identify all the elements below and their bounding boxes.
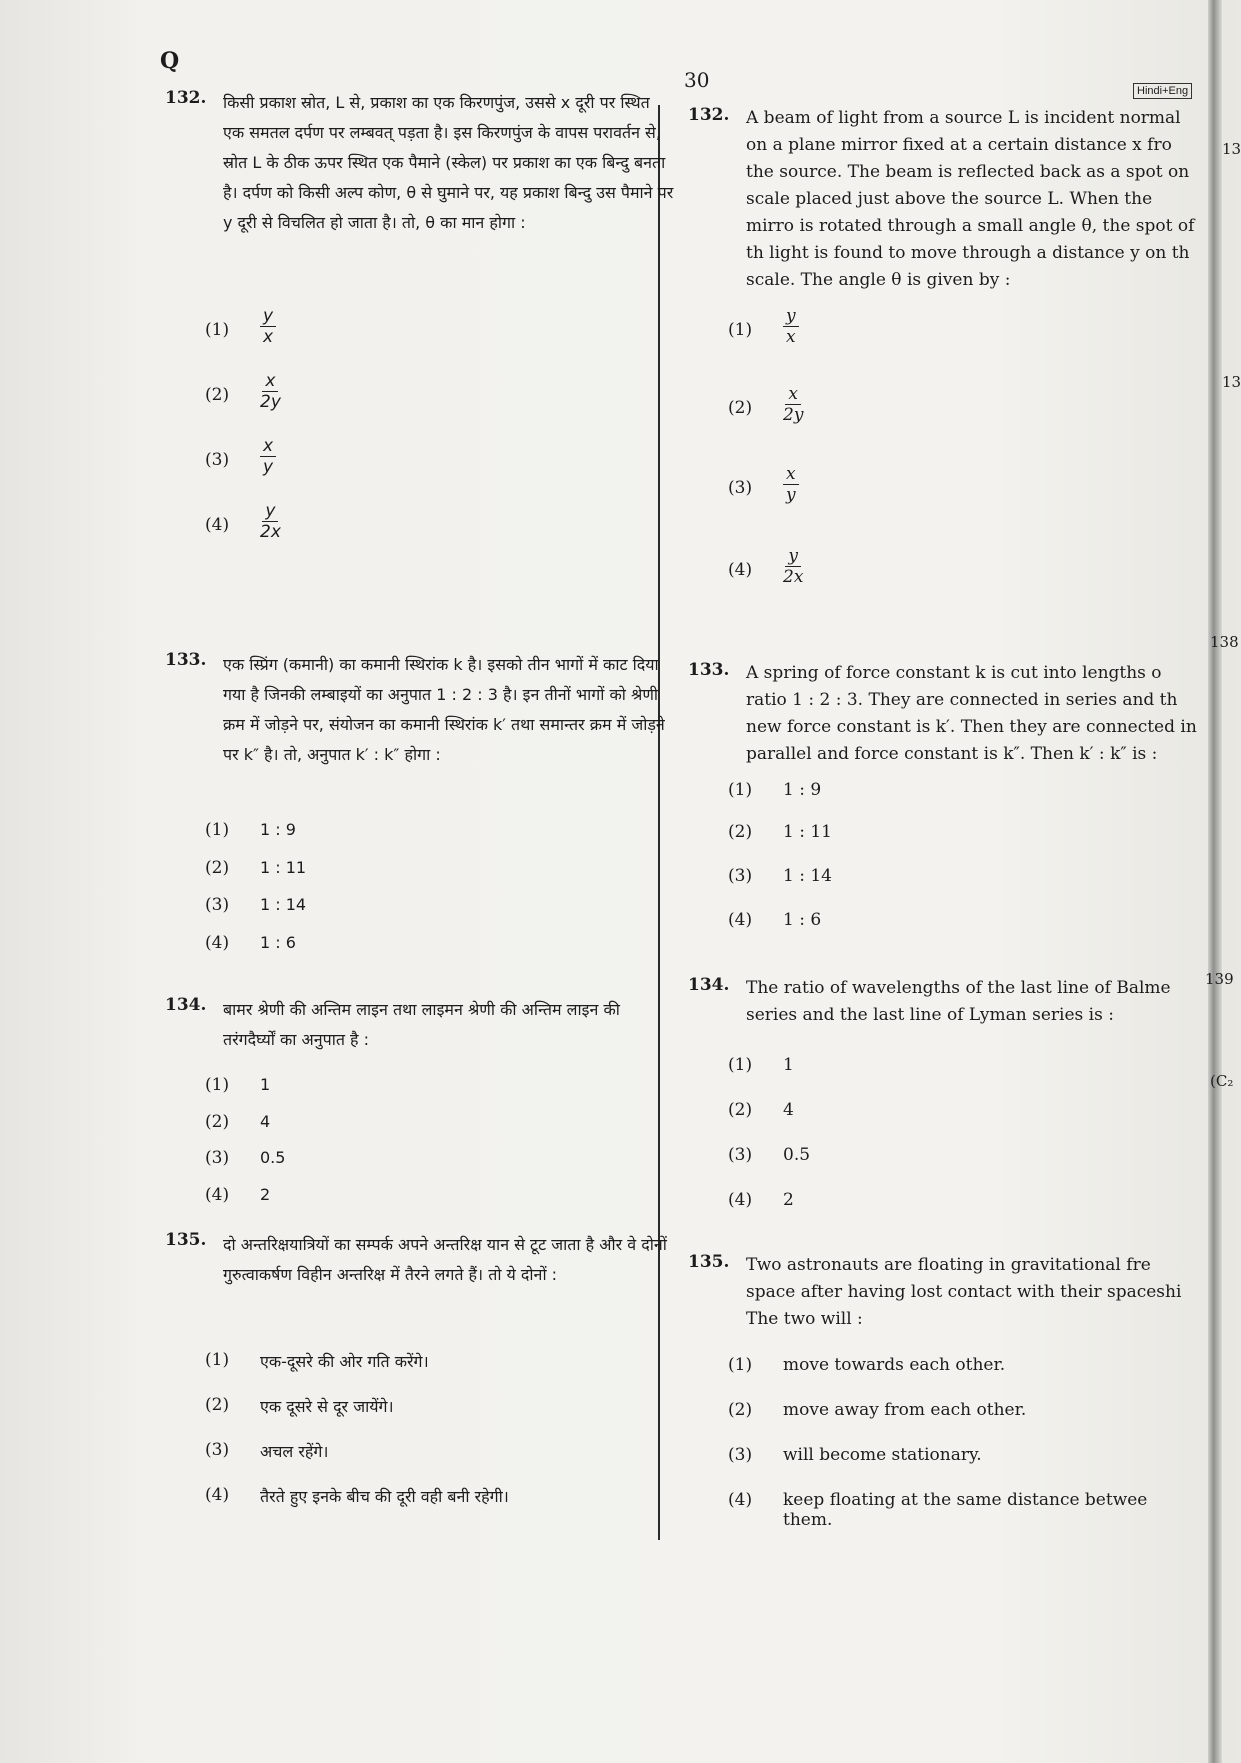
- option-label: (4): [728, 910, 753, 930]
- option-value: 4: [260, 1112, 271, 1131]
- option-value: 1 : 14: [783, 866, 832, 886]
- option-label: (4): [205, 1185, 230, 1205]
- option-label: (4): [205, 515, 230, 535]
- question-text: दो अन्तरिक्षयात्रियों का सम्पर्क अपने अन्तरिक्ष यान से टूट जाता है और वे दोनों गुरुत्वाकर्षण विहीन अन्तरिक्ष में तैरने लगते हैं। तो ये दोनों :: [223, 1235, 667, 1284]
- option-label: (2): [728, 1100, 753, 1120]
- option-value: 1 : 6: [260, 933, 296, 952]
- question-text: A spring of force constant k is cut into lengths o ratio 1 : 2 : 3. They are connected in series and th new force constant is k′. Then they are connected in parallel and force constant is k″. Then k′ : k″ is :: [746, 663, 1197, 764]
- fraction-numerator: x: [785, 384, 801, 405]
- question-number: 135.: [688, 1252, 730, 1272]
- option-label: (1): [728, 1355, 753, 1375]
- fraction-numerator: x: [262, 371, 278, 392]
- option-fraction: [783, 384, 804, 439]
- question-text: A beam of light from a source L is incident normal on a plane mirror fixed at a certain distance x fro the source. The beam is reflected back as a spot on scale placed just above the source L. When the mirro is rotated through a small angle θ, the spot of th light is found to move through a distance y on th scale. The angle θ is given by :: [746, 108, 1195, 290]
- margin-fragment: 13: [1222, 140, 1241, 158]
- option-label: (2): [205, 858, 230, 878]
- fraction-denominator: y: [263, 457, 274, 477]
- fraction-numerator: x: [783, 464, 799, 485]
- fraction-numerator: x: [260, 436, 276, 457]
- margin-fragment: (C₂: [1210, 1072, 1234, 1090]
- question-number: 135.: [165, 1230, 207, 1250]
- option-label: (2): [205, 1112, 230, 1132]
- option-label: (3): [205, 450, 230, 470]
- option-label: (1): [728, 780, 753, 800]
- question-text: Two astronauts are floating in gravitational fre space after having lost contact with their spaceshi The two will :: [746, 1255, 1182, 1329]
- option-value: 1 : 6: [783, 910, 822, 930]
- fraction-denominator: 2y: [260, 392, 281, 412]
- question-number: 134.: [688, 975, 730, 995]
- option-label: (4): [205, 1485, 230, 1505]
- option-label: (1): [205, 1075, 230, 1095]
- option-label: (4): [205, 933, 230, 953]
- fraction-denominator: 2x: [783, 567, 804, 587]
- option-label: (2): [728, 822, 753, 842]
- question-hindi-135: [165, 1230, 675, 1290]
- option-label: (4): [728, 1490, 753, 1510]
- question-number: 132.: [688, 105, 730, 125]
- question-text: किसी प्रकाश स्रोत, L से, प्रकाश का एक किरणपुंज, उससे x दूरी पर स्थित एक समतल दर्पण पर लम्बवत् पड़ता है। इस किरणपुंज के वापस परावर्तन से, स्रोत L के ठीक ऊपर स्थित एक पैमाने (स्केल) पर प्रकाश का एक बिन्दु बनता है। दर्पण को किसी अल्प कोण, θ से घुमाने पर, यह प्रकाश बिन्दु उस पैमाने पर y दूरी से विचलित हो जाता है। तो, θ का मान होगा :: [223, 93, 674, 232]
- page-number: 30: [684, 68, 710, 92]
- option-value: 2: [260, 1185, 271, 1204]
- fraction-numerator: y: [783, 306, 799, 327]
- question-text: बामर श्रेणी की अन्तिम लाइन तथा लाइमन श्रेणी की अन्तिम लाइन की तरंगदैर्घ्यों का अनुपात है :: [223, 1000, 620, 1049]
- option-label: (1): [205, 320, 230, 340]
- option-label: (3): [728, 1145, 753, 1165]
- margin-fragment: 139: [1205, 970, 1234, 988]
- page-binding-edge: [1208, 0, 1222, 1763]
- option-label: (3): [728, 866, 753, 886]
- language-tag: Hindi+Eng: [1133, 83, 1192, 99]
- option-label: (3): [205, 1440, 230, 1460]
- question-text: एक स्प्रिंग (कमानी) का कमानी स्थिरांक k है। इसको तीन भागों में काट दिया गया है जिनकी लम्बाइयों का अनुपात 1 : 2 : 3 है। इन तीनों भागों को श्रेणी क्रम में जोड़ने पर, संयोजन का कमानी स्थिरांक k′ तथा समान्तर क्रम में जोड़ने पर k″ है। तो, अनुपात k′ : k″ होगा :: [223, 655, 665, 764]
- margin-fragment: 138: [1210, 633, 1239, 651]
- option-value: keep floating at the same distance betwee them.: [783, 1490, 1148, 1530]
- option-label: (1): [728, 320, 753, 340]
- question-number: 134.: [165, 995, 207, 1015]
- question-number: 133.: [165, 650, 207, 670]
- option-value: 1 : 14: [260, 895, 307, 914]
- option-value: 2: [783, 1190, 794, 1210]
- fraction-numerator: y: [262, 501, 278, 522]
- fraction-denominator: x: [263, 327, 274, 347]
- option-value: 1: [783, 1055, 794, 1075]
- option-label: (4): [728, 1190, 753, 1210]
- fraction-denominator: 2y: [783, 405, 804, 425]
- option-fraction: [260, 436, 276, 491]
- option-label: (2): [728, 1400, 753, 1420]
- option-label: (1): [728, 1055, 753, 1075]
- option-fraction: [783, 306, 799, 361]
- option-label: (4): [728, 560, 753, 580]
- option-value: move away from each other.: [783, 1400, 1027, 1420]
- margin-fragment: 13: [1222, 373, 1241, 391]
- option-value: 0.5: [783, 1145, 811, 1165]
- question-number: 132.: [165, 88, 207, 108]
- option-label: (1): [205, 1350, 230, 1370]
- option-value: move towards each other.: [783, 1355, 1006, 1375]
- option-fraction: [260, 306, 276, 361]
- option-value: अचल रहेंगे।: [260, 1442, 329, 1461]
- option-label: (2): [728, 398, 753, 418]
- option-value: 1 : 9: [260, 820, 296, 839]
- option-value: 4: [783, 1100, 794, 1120]
- question-english-132: [688, 105, 1198, 294]
- option-fraction: [783, 464, 799, 519]
- option-fraction: [260, 501, 281, 556]
- question-english-135: [688, 1252, 1198, 1333]
- option-value: 1: [260, 1075, 271, 1094]
- option-label: (3): [728, 478, 753, 498]
- option-value: एक-दूसरे की ओर गति करेंगे।: [260, 1352, 429, 1371]
- column-divider: [658, 105, 660, 1540]
- option-label: (1): [205, 820, 230, 840]
- question-english-133: [688, 660, 1198, 768]
- fraction-denominator: x: [786, 327, 796, 347]
- option-label: (3): [728, 1445, 753, 1465]
- option-label: (2): [205, 1395, 230, 1415]
- fraction-numerator: y: [260, 306, 276, 327]
- option-value: 1 : 11: [260, 858, 307, 877]
- question-text: The ratio of wavelengths of the last line of Balme series and the last line of Lyman series is :: [746, 978, 1171, 1025]
- question-hindi-132: [165, 88, 675, 238]
- option-value: एक दूसरे से दूर जायेंगे।: [260, 1397, 394, 1416]
- option-label: (3): [205, 1148, 230, 1168]
- fraction-denominator: 2x: [260, 522, 281, 542]
- question-english-134: [688, 975, 1198, 1029]
- question-number: 133.: [688, 660, 730, 680]
- fraction-denominator: y: [785, 485, 796, 505]
- option-fraction: [783, 546, 804, 601]
- question-hindi-134: [165, 995, 675, 1055]
- question-set-label: Q: [160, 48, 180, 74]
- option-label: (3): [205, 895, 230, 915]
- option-fraction: [260, 371, 281, 426]
- option-value: 1 : 9: [783, 780, 822, 800]
- fraction-numerator: y: [785, 546, 801, 567]
- option-value: 0.5: [260, 1148, 286, 1167]
- option-label: (2): [205, 385, 230, 405]
- option-value: 1 : 11: [783, 822, 832, 842]
- option-value: तैरते हुए इनके बीच की दूरी वही बनी रहेगी।: [260, 1487, 509, 1506]
- option-value: will become stationary.: [783, 1445, 982, 1465]
- question-hindi-133: [165, 650, 675, 770]
